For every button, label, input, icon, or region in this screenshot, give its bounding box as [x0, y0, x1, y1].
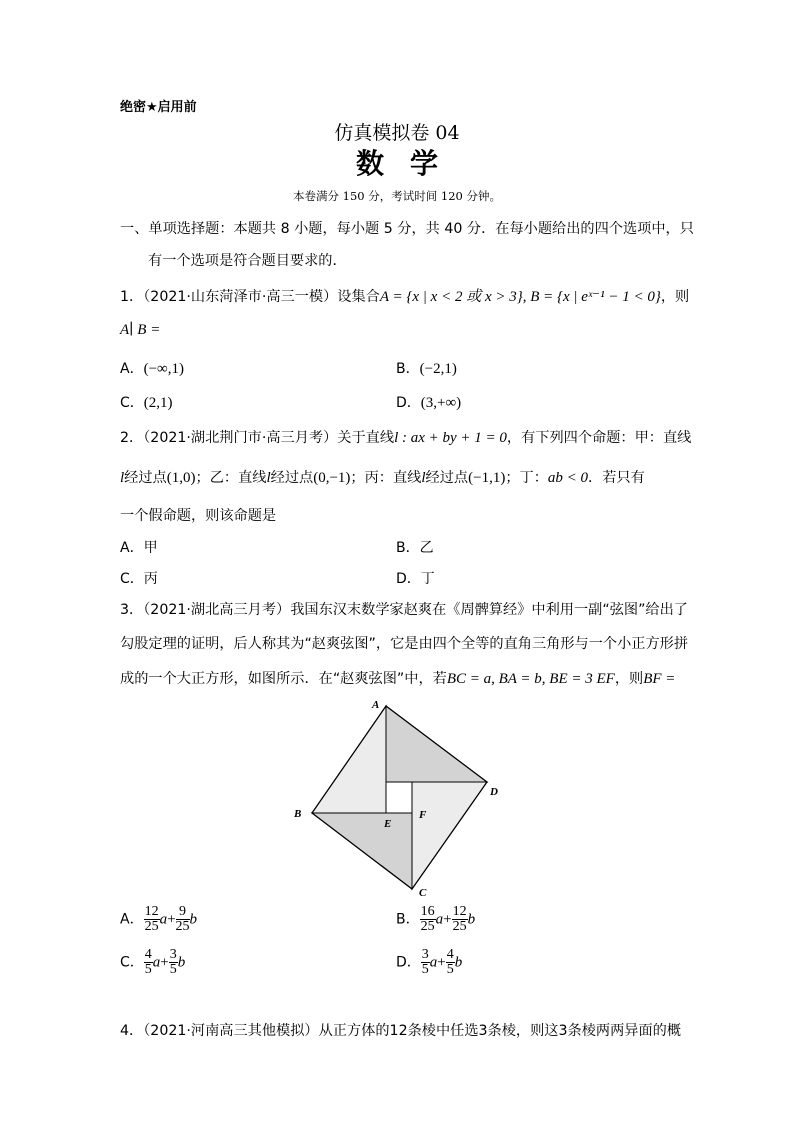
q1-option-b: B．(−2,1) [396, 361, 457, 377]
zhao-shuang-figure [290, 696, 510, 902]
q2-option-d: D．丁 [396, 571, 435, 587]
q3-line3: 成的一个大正方形，如图所示．在“赵爽弦图”中，若BC = a, BA = b, BE = 3 EF，则BF = [120, 671, 676, 687]
label-f: F [419, 809, 427, 821]
inner-square [386, 782, 412, 813]
q2-line1: 2．（2021·湖北荆门市·高三月考）关于直线l : ax + by + 1 = 0，有下列四个命题：甲：直线 [120, 430, 692, 446]
q1-option-a: A．(−∞,1) [120, 361, 184, 377]
q1-suffix: ，则 [660, 289, 690, 305]
q3-vector-condition: BC = a, BA = b, BE = 3 EF [446, 671, 615, 687]
q2-option-a: A．甲 [120, 540, 158, 556]
q3-line2: 勾股定理的证明，后人称其为“赵爽弦图”，它是由四个全等的直角三角形与一个小正方形拼 [120, 636, 689, 652]
label-d: D [490, 786, 498, 798]
q1-prefix: 1．（2021·山东菏泽市·高三一模）设集合 [120, 289, 380, 305]
q2-option-b: B．乙 [396, 540, 434, 556]
q1-line1 [120, 285, 689, 306]
label-e: E [384, 818, 392, 830]
q3-option-d: D． $\frac{3}{5}$ a+ $\frac{4}{5}$ b [396, 947, 463, 977]
q1-line2: A∣ B = [120, 322, 161, 338]
exam-title: 仿真模拟卷 04 [334, 122, 460, 144]
label-a: A [372, 699, 380, 711]
q3-option-a: A． $\frac{12}{25}$ a+ $\frac{9}{25}$ b [120, 904, 198, 934]
confidential-label: 绝密★启用前 [120, 100, 197, 115]
q3-option-b: B． $\frac{16}{25}$ a+ $\frac{12}{25}$ b [396, 904, 476, 934]
section-heading-line2: 有一个选项是符合题目要求的． [148, 253, 347, 269]
subject-title: 数学 [355, 147, 464, 180]
q3-option-c: C． $\frac{4}{5}$ a+ $\frac{3}{5}$ b [120, 947, 186, 977]
label-c: C [419, 887, 427, 899]
q1-option-c: C．(2,1) [120, 395, 173, 411]
q2-option-c: C．丙 [120, 571, 158, 587]
q1-sets: A = {x | x < 2 或 x > 3}, B = {x | eˣ⁻¹ − 1 < 0} [379, 289, 661, 305]
exam-note: 本卷满分 150 分，考试时间 120 分钟。 [292, 189, 502, 203]
q4-line1: 4．（2021·河南高三其他模拟）从正方体的12条棱中任选3条棱，则这3条棱两两异面的概 [120, 1023, 682, 1039]
section-heading-line1: 一、单项选择题：本题共 8 小题，每小题 5 分，共 40 分．在每小题给出的四个选项中，只 [120, 221, 694, 237]
q2-line2: l经过点(1,0)；乙：直线l经过点(0,−1)；丙：直线l经过点(−1,1)；丁：ab < 0．若只有 [120, 470, 645, 486]
q1-option-d: D．(3,+∞) [396, 395, 462, 411]
q2-line3: 一个假命题，则该命题是 [120, 508, 277, 524]
q3-line1: 3．（2021·湖北高三月考）我国东汉末数学家赵爽在《周髀算经》中利用一副“弦图”给出了 [120, 602, 688, 618]
label-b: B [294, 808, 302, 820]
